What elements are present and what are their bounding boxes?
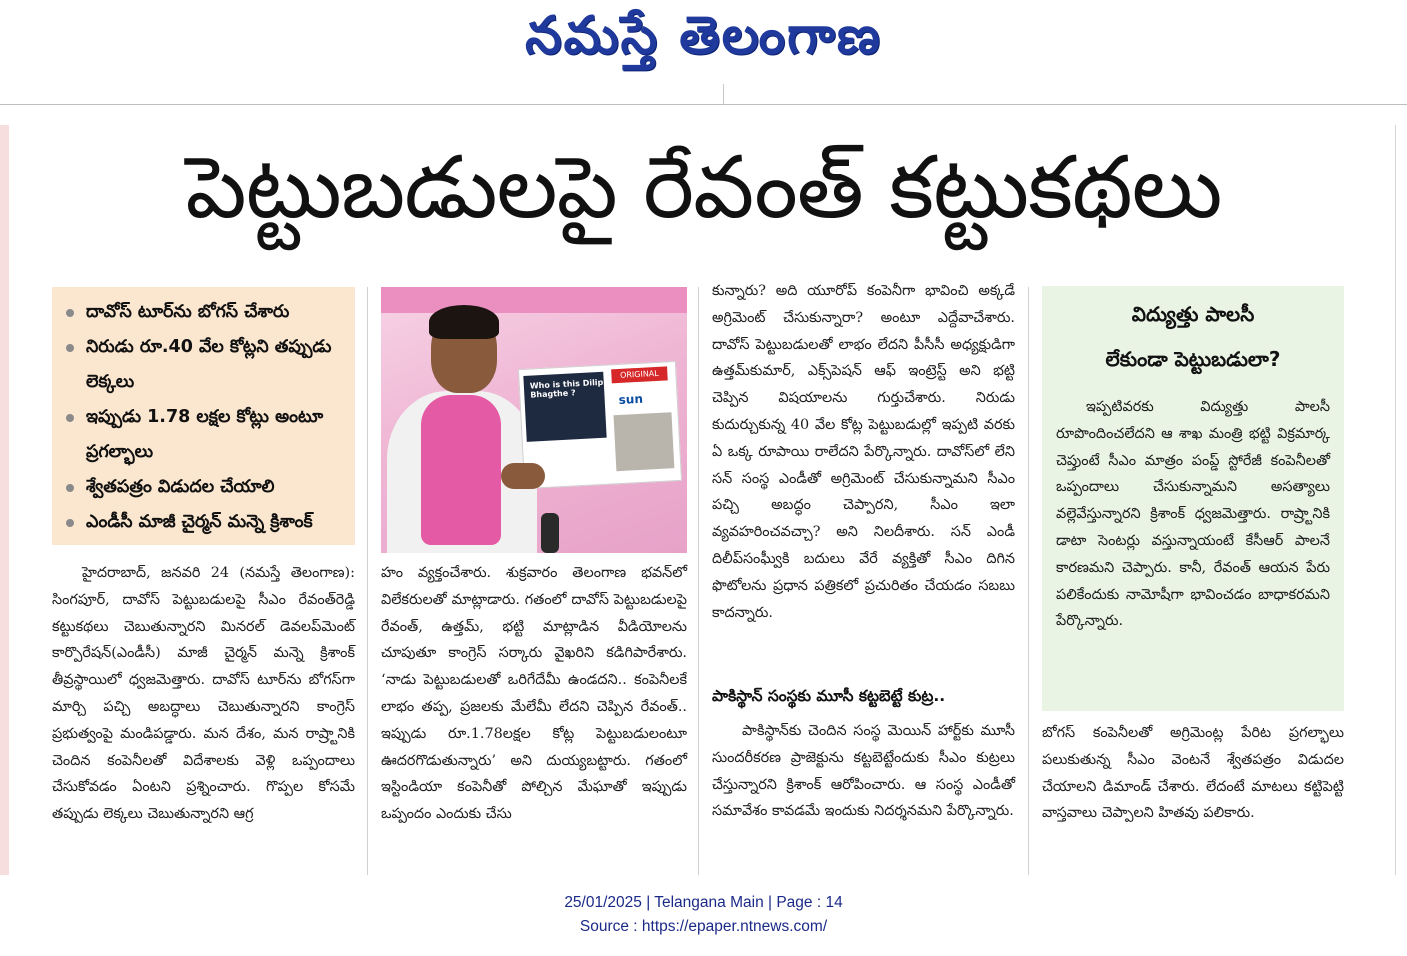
photo-hand [501, 463, 545, 489]
footer-date-line: 25/01/2025 | Telangana Main | Page : 14 [564, 894, 843, 911]
paper-dark-panel [523, 372, 606, 442]
column-divider [367, 287, 368, 875]
column-divider [698, 287, 699, 875]
sidebox-body: ఇప్పటివరకు విద్యుత్తు పాలసీ రూపొందించలేదని ఆ శాఖ మంత్రి భట్టి విక్రమార్క చెప్తుంటే సీఎం మాత్రం పంప్డ్ స్టోరేజీ కంపెనీలతో ఒప్పందాలు చేసుకున్నామని అసత్యాలు వల్లెవేస్తున్నారని క్రిశాంక్ ధ్వజమెత్తారు. రాష్ర్టానికి డాటా సెంటర్లు వస్తున్నాయంటే కేసీఆర్ పాలనే కారణమని చెప్పారు. కానీ, రేవంత్ ఆయన పేరు పలికేందుకు నామోషీగా భావించడం బాధాకరమని పేర్కొన్నారు. [1056, 399, 1330, 630]
microphone-icon [541, 513, 559, 553]
bullet-icon [66, 484, 74, 492]
press-meet-photo [381, 287, 687, 553]
article-column-3-continued [712, 718, 1015, 825]
subheading: పాకిస్థాన్ సంస్థకు మూసీ కట్టబెట్టే కుట్ర.. [712, 687, 946, 705]
highlight-text: నిరుడు రూ.40 వేల కోట్లని తప్పుడు లెక్కలు [86, 337, 332, 392]
article-paragraph: బోగస్ కంపెనీలతో అగ్రిమెంట్ల పేరిట ప్రగల్భాలు పలుకుతున్న సీఎం వెంటనే శ్వేతపత్రం విడుదల చేయాలని డిమాండ్ చేశారు. లేదంటే మాటలు కట్టిపెట్టి వాస్తవాలు చెప్పాలని హితవు పలికారు. [1042, 725, 1344, 822]
masthead [0, 0, 1407, 105]
backdrop-banner [381, 287, 687, 313]
page-edge-strip [0, 125, 9, 875]
article-column-4 [1042, 720, 1344, 827]
masthead-divider [723, 84, 724, 104]
article-paragraph: హం వ్యక్తంచేశారు. శుక్రవారం తెలంగాణ భవన్‌లో విలేకరులతో మాట్లాడారు. గతంలో దావోస్ పెట్టుబడులపై రేవంత్, ఉత్తమ్, భట్టి మాట్లాడిన వీడియోలను చూపుతూ కాంగ్రెస్ సర్కారు వైఖరిని కడిగిపారేశారు. ‘నాడు పెట్టుబడులతో ఒరిగేదేమీ ఉండదని.. కంపెనీలకే లాభం తప్ప, ప్రజలకు మేలేమీ లేదని చెప్పిన రేవంత్.. ఇప్పుడు రూ.1.78లక్షల కోట్ల పెట్టుబడులంటూ ఊదరగొడుతున్నారు’ అని దుయ్యబట్టారు. గతంలో ఇస్టిండియా కంపెనీతో పోల్చిన మేఘాతో ఇప్పుడు ఒప్పందం ఎందుకు చేసు [381, 565, 687, 823]
power-policy-sidebox [1042, 286, 1344, 711]
photo-scarf [421, 395, 501, 545]
paper-heading: Who is this Dilip Bhagthe ? [529, 377, 604, 400]
bullet-icon [66, 414, 74, 422]
newspaper-logo: నమస్తే తెలంగాణ [525, 6, 882, 66]
article-paragraph: పాకిస్థాన్‌కు చెందిన సంస్థ మెయిన్ హార్ట్‌కు మూసీ సుందరీకరణ ప్రాజెక్టును కట్టబెట్టేందుకు సీఎం కుట్రలు చేస్తున్నారని క్రిశాంక్ ఆరోపించారు. ఆ సంస్థ ఎండీతో సమావేశం కావడమే ఇందుకు నిదర్శనమని పేర్కొన్నారు. [712, 723, 1015, 820]
sidebox-title-line-1: విద్యుత్తు పాలసీ [1131, 302, 1255, 326]
column-divider [1028, 287, 1029, 875]
bullet-icon [66, 519, 74, 527]
highlight-item [66, 295, 349, 330]
sidebox-title-line-2: లేకుండా పెట్టుబడులా? [1105, 347, 1281, 371]
article-column-2 [381, 560, 687, 828]
highlight-text: ఇప్పుడు 1.78 లక్షల కోట్లు అంటూ ప్రగల్భాలు [86, 407, 324, 462]
highlight-item [66, 330, 349, 400]
highlight-text: శ్వేతపత్రం విడుదల చేయాలి [86, 477, 275, 497]
page-edge-rule [1395, 125, 1396, 875]
paper-tag: ORIGINAL [611, 366, 668, 383]
article-paragraph: కున్నారు? అది యూరోప్ కంపెనీగా భావించి అక్కడే అగ్రిమెంట్ చేసుకున్నారా? అంటూ ఎద్దేవాచేశారు. దావోస్ పెట్టుబడులతో లాభం లేదని పీసీసీ అధ్యక్షుడిగా ఉత్తమ్‌కుమార్, ఎక్స్‌పెషన్ ఆఫ్ ఇంట్రెస్ట్ అని భట్టి చెప్పిన విషయాలను గుర్తుచేశారు. నిరుడు కుదుర్చుకున్న 40 వేల కోట్ల పెట్టుబడుల్లో ఇప్పటి వరకు ఏ ఒక్క రూపాయి రాలేదని పేర్కొన్నారు. దావోస్‌లో లేని సన్ సంస్థ ఎండీతో అగ్రిమెంట్ చేసుకున్నామని సీఎం పచ్చి అబద్ధం చెప్పారని, సీఎం ఇలా వ్యవహరించవచ్చా? అని నిలదీశారు. సన్ ఎండీ దిలీప్‌సంఘ్వీకి బదులు వేరే వ్యక్తితో సీఎం దిగిన ఫొటోలను ప్రధాన పత్రికలో ప్రచురితం చేయడం సబబు కాదన్నారు. [712, 283, 1015, 621]
highlight-text: ఎండీసీ మాజీ చైర్మన్ మన్నె క్రిశాంక్ [86, 512, 313, 532]
photo-person-hair [429, 305, 499, 339]
highlight-item [66, 470, 349, 505]
paper-portrait [614, 412, 675, 471]
article-column-3 [712, 278, 1015, 626]
highlight-text: దావోస్ టూర్‌ను బోగస్ చేశారు [86, 302, 290, 322]
bullet-icon [66, 344, 74, 352]
article-paragraph: హైదరాబాద్, జనవరి 24 (నమస్తే తెలంగాణ): సింగపూర్, దావోస్ పెట్టుబడులపై సీఎం రేవంత్‌రెడ్డి కట్టుకథలు చెబుతున్నారని మినరల్ డెవలప్‌మెంట్ కార్పొరేషన్(ఎండీసీ) మాజీ చైర్మన్ మన్నె క్రిశాంక్ తీవ్రస్థాయిలో ధ్వజమెత్తారు. దావోస్ టూర్‌ను బోగస్‌గా మార్చి పచ్చి అబద్ధాలు చెబుతున్నారని కాంగ్రెస్ ప్రభుత్వంపై మండిపడ్డారు. మన దేశం, మన రాష్ర్టానికి చెందిన కంపెనీలతో విదేశాలకు వెళ్లి ఒప్పందాలు చేసుకోవడం ఏంటని ప్రశ్నించారు. గొప్పల కోసమే తప్పుడు లెక్కలు చెబుతున్నారని ఆగ్ర [52, 565, 355, 823]
article-column-1 [52, 560, 355, 828]
highlights-box [52, 287, 355, 545]
footer-source-line: Source : https://epaper.ntnews.com/ [579, 918, 828, 935]
highlight-item [66, 505, 349, 540]
headline: పెట్టుబడులపై రేవంత్ కట్టుకథలు [185, 138, 1222, 238]
highlight-item [66, 400, 349, 470]
sun-logo: sun [618, 391, 644, 407]
bullet-icon [66, 309, 74, 317]
